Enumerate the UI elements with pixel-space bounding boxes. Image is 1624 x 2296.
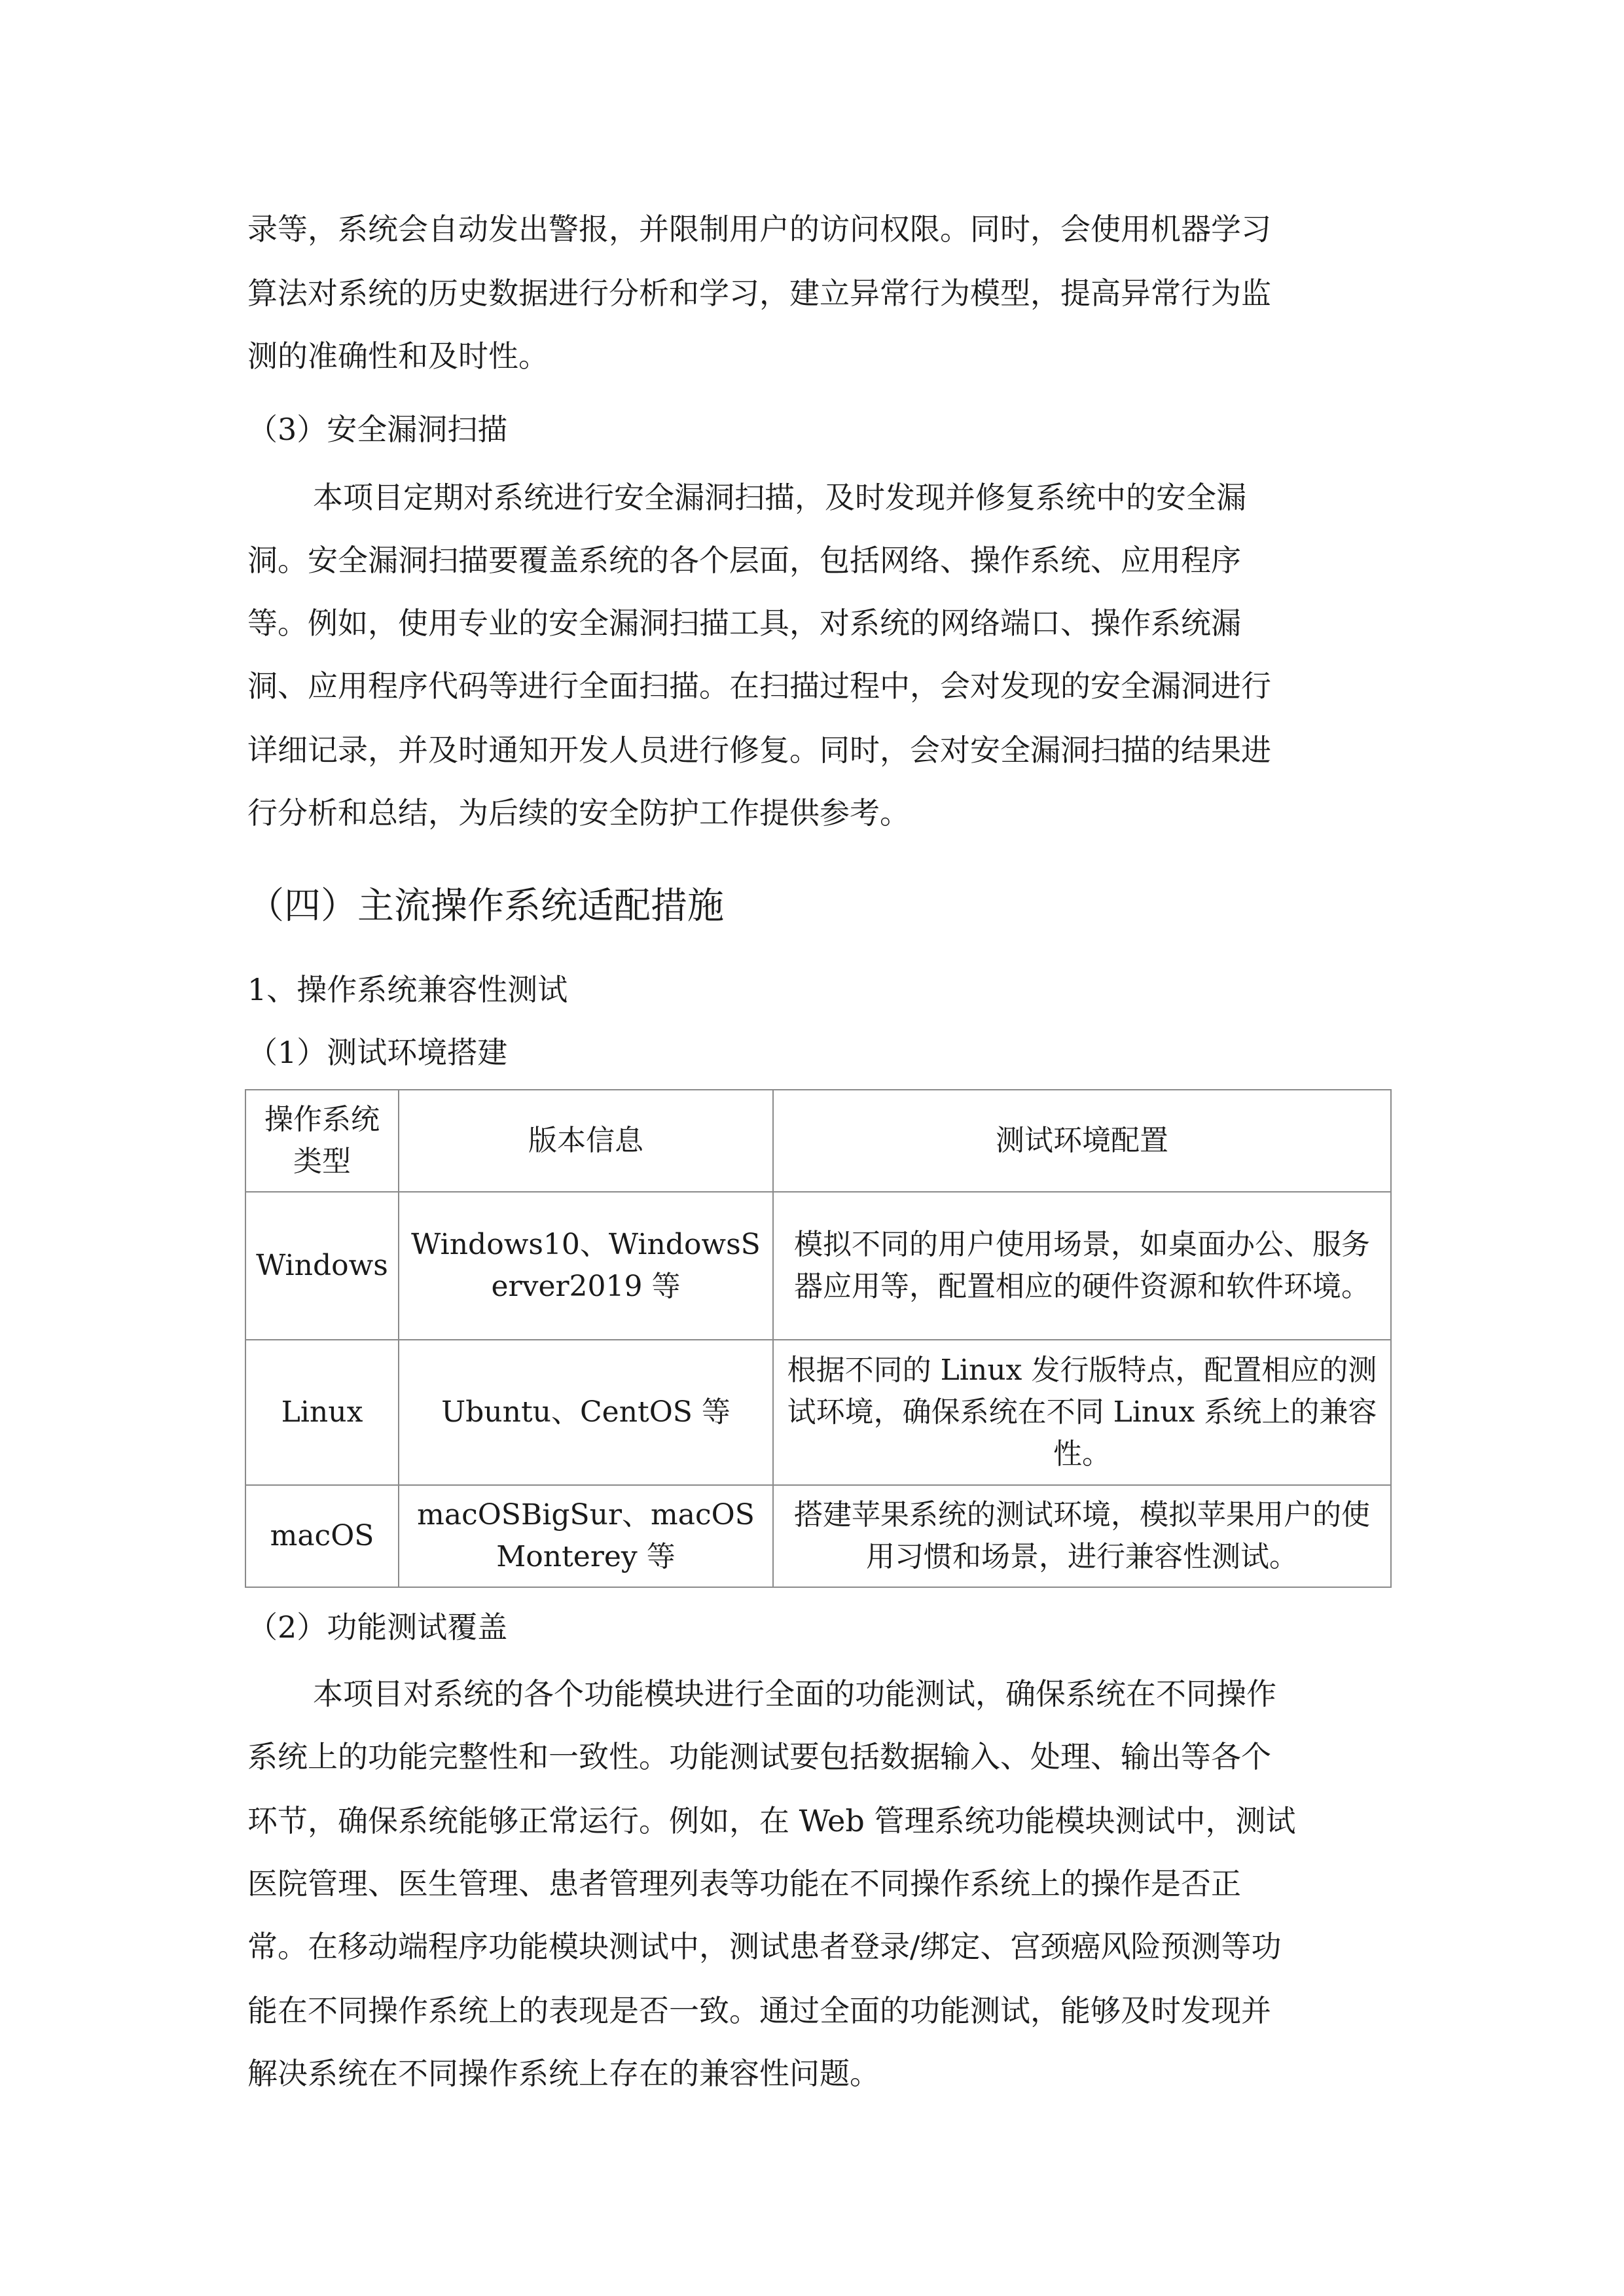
subsection-title: 1、操作系统兼容性测试 [247,972,568,1007]
header-config: 测试环境配置 [773,1090,1391,1192]
paragraph-line: 医院管理、医生管理、患者管理列表等功能在不同操作系统上的操作是否正 [247,1866,1241,1901]
table-header-row [245,1090,1391,1192]
cell-version: Ubuntu、CentOS 等 [399,1340,773,1485]
paragraph-line: 测的准确性和及时性。 [247,338,549,374]
table-row [245,1340,1391,1485]
table-row [245,1485,1391,1587]
chapter-title: （四）主流操作系统适配措施 [247,885,724,927]
header-os-type: 操作系统类型 [245,1090,399,1192]
paragraph-line: 算法对系统的历史数据进行分析和学习，建立异常行为模型，提高异常行为监 [247,276,1271,311]
section-title: （3）安全漏洞扫描 [247,412,508,447]
cell-config: 根据不同的 Linux 发行版特点，配置相应的测试环境，确保系统在不同 Linux 系统上的兼容性。 [773,1340,1391,1485]
subsection-title: （1）测试环境搭建 [247,1035,508,1070]
cell-version: Windows10、WindowsServer2019 等 [399,1192,773,1340]
cell-config: 模拟不同的用户使用场景，如桌面办公、服务器应用等，配置相应的硬件资源和软件环境。 [773,1192,1391,1340]
paragraph-line: 系统上的功能完整性和一致性。功能测试要包括数据输入、处理、输出等各个 [247,1739,1271,1774]
paragraph-line: 洞、应用程序代码等进行全面扫描。在扫描过程中，会对发现的安全漏洞进行 [247,668,1271,704]
table-row [245,1192,1391,1340]
paragraph-line: 等。例如，使用专业的安全漏洞扫描工具，对系统的网络端口、操作系统漏 [247,605,1241,641]
cell-os: Linux [245,1340,399,1485]
paragraph-line: 洞。安全漏洞扫描要覆盖系统的各个层面，包括网络、操作系统、应用程序 [247,543,1241,578]
paragraph-line: 详细记录，并及时通知开发人员进行修复。同时，会对安全漏洞扫描的结果进 [247,732,1271,768]
cell-os: macOS [245,1485,399,1587]
cell-os: Windows [245,1192,399,1340]
paragraph-line: 解决系统在不同操作系统上存在的兼容性问题。 [247,2056,880,2091]
paragraph-line: 录等，系统会自动发出警报，并限制用户的访问权限。同时，会使用机器学习 [247,211,1271,247]
section-title: （2）功能测试覆盖 [247,1609,508,1645]
cell-config: 搭建苹果系统的测试环境，模拟苹果用户的使用习惯和场景，进行兼容性测试。 [773,1485,1391,1587]
paragraph-line: 能在不同操作系统上的表现是否一致。通过全面的功能测试，能够及时发现并 [247,1993,1271,2028]
paragraph-line: 常。在移动端程序功能模块测试中，测试患者登录/绑定、宫颈癌风险预测等功 [247,1929,1282,1964]
paragraph-line: 行分析和总结，为后续的安全防护工作提供参考。 [247,795,910,831]
paragraph-line: 本项目对系统的各个功能模块进行全面的功能测试，确保系统在不同操作 [313,1676,1276,1712]
paragraph-line: 本项目定期对系统进行安全漏洞扫描，及时发现并修复系统中的安全漏 [313,480,1246,515]
paragraph-line: 环节，确保系统能够正常运行。例如，在 Web 管理系统功能模块测试中，测试 [247,1803,1296,1839]
header-version: 版本信息 [399,1090,773,1192]
test-environment-table [245,1089,1392,1588]
cell-version: macOSBigSur、macOSMonterey 等 [399,1485,773,1587]
